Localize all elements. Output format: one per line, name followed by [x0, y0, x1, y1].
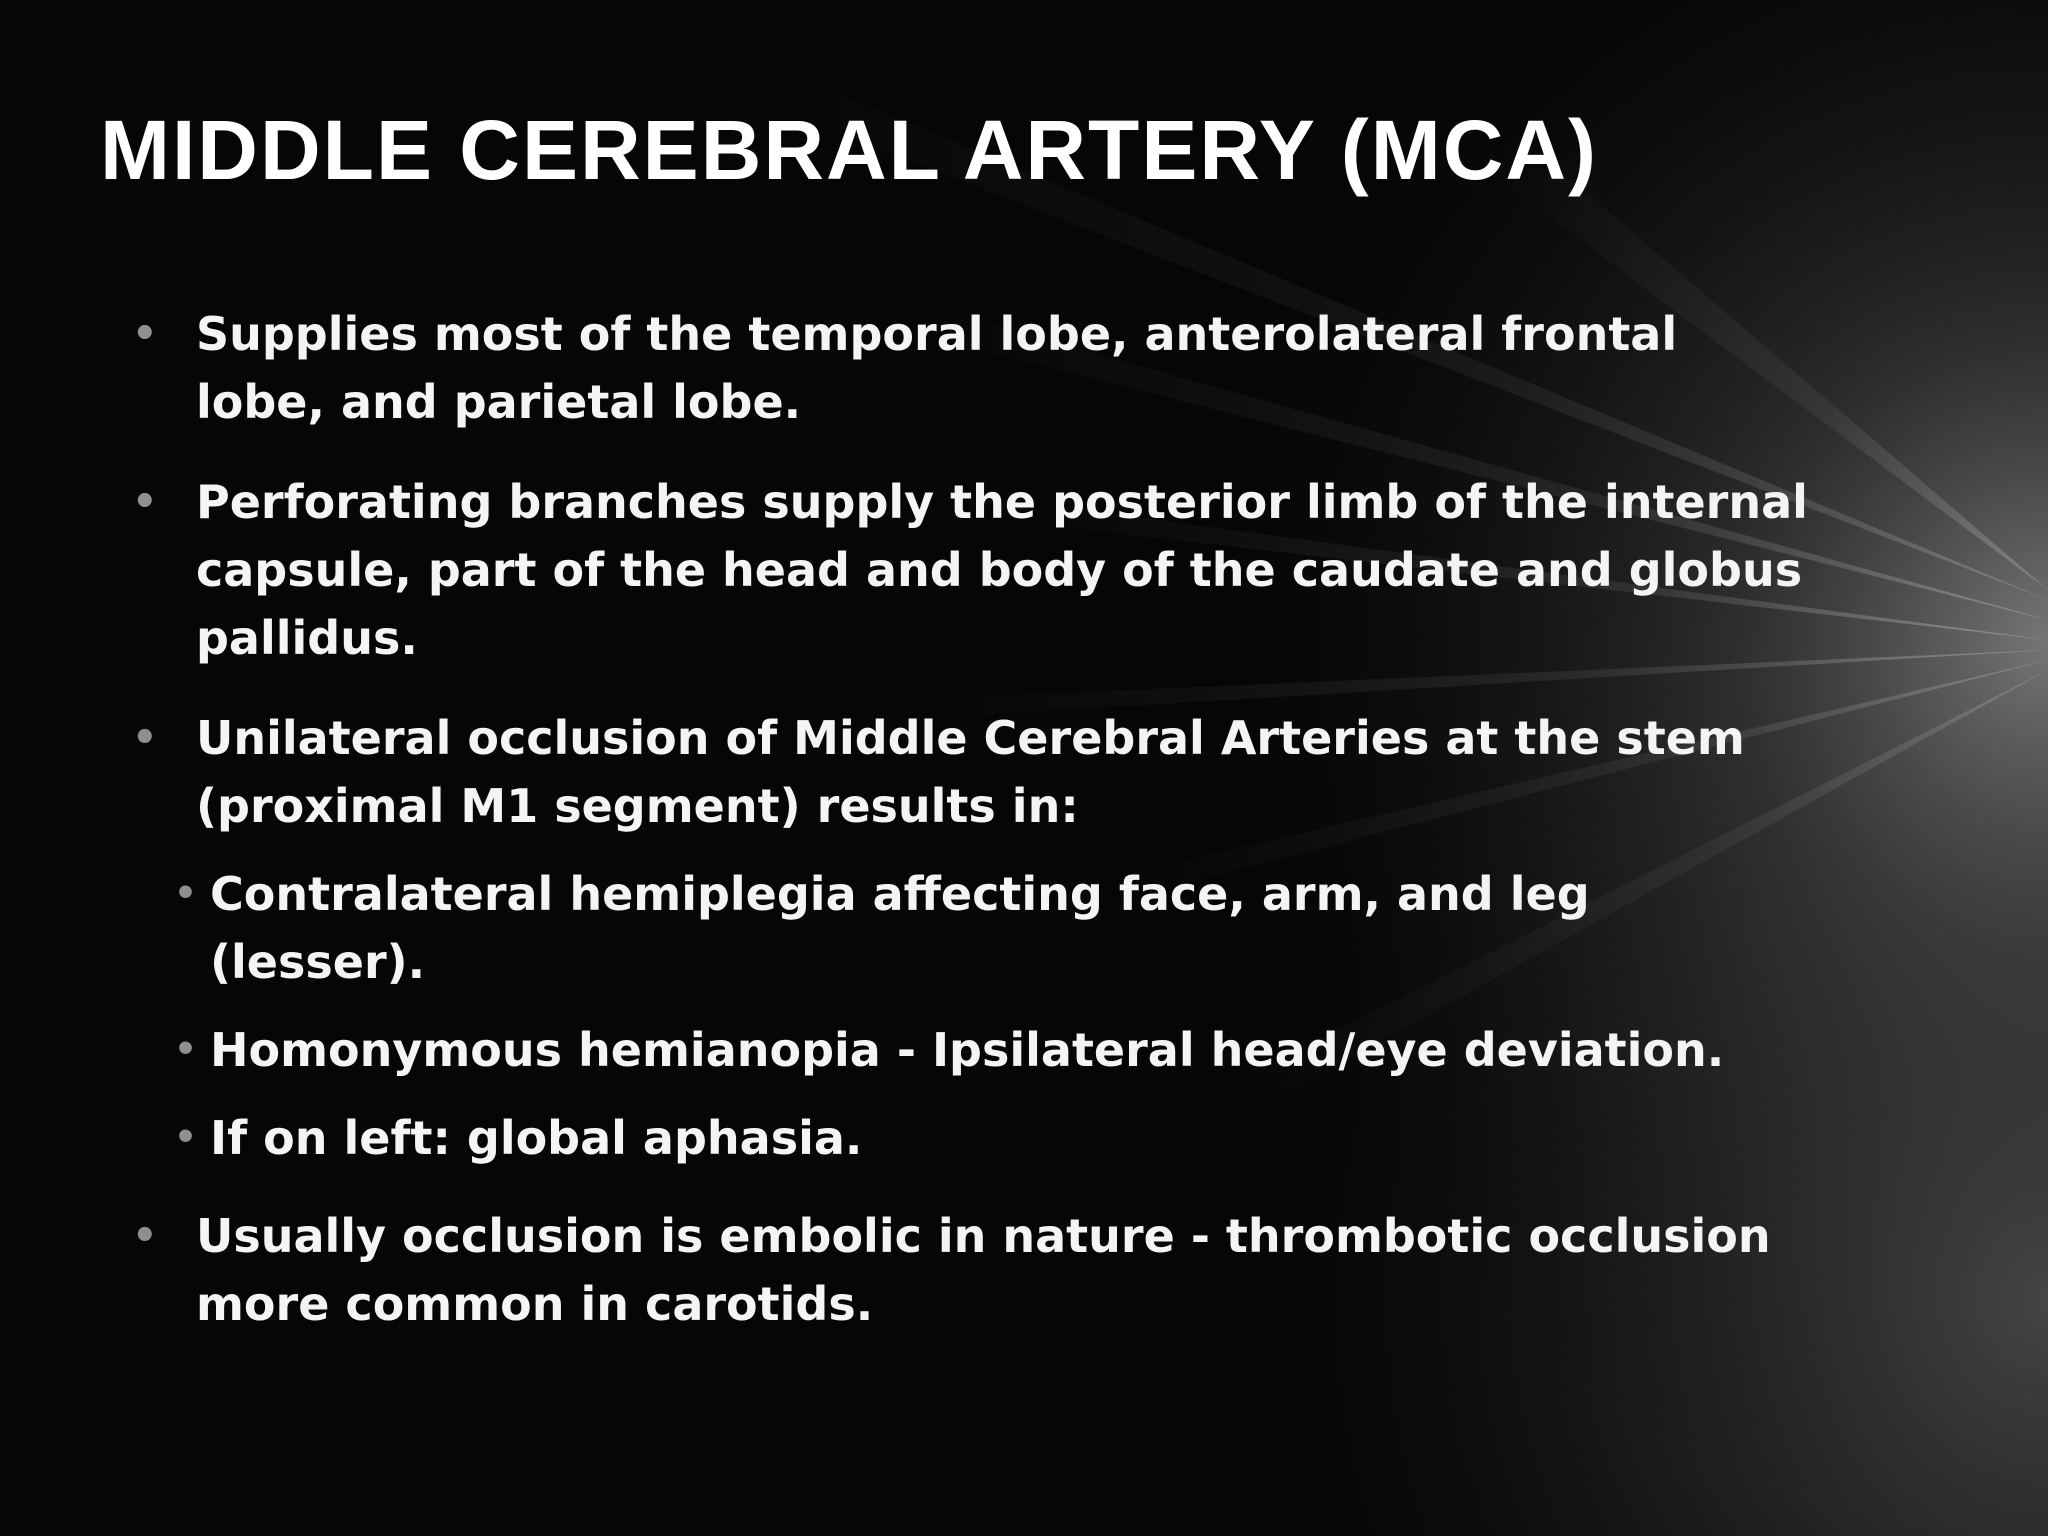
sub-bullet-text: Homonymous hemianopia - Ipsilateral head/eye deviation.	[210, 1023, 1725, 1077]
bullet-item	[130, 468, 1810, 672]
sub-bullet-item	[130, 1104, 1810, 1172]
sub-bullet-dot-icon: •	[174, 873, 198, 914]
bullet-text: Usually occlusion is embolic in nature - thrombotic occlusion more common in carotids.	[196, 1209, 1771, 1331]
sub-bullet-text: If on left: global aphasia.	[210, 1111, 863, 1165]
bullet-item	[130, 704, 1810, 840]
bullet-text: Perforating branches supply the posterior limb of the internal capsule, part of the head and body of the caudate and globus pallidus.	[196, 475, 1808, 665]
bullet-item	[130, 300, 1810, 436]
bullet-item	[130, 1202, 1810, 1338]
bullet-text: Unilateral occlusion of Middle Cerebral Arteries at the stem (proximal M1 segment) results in:	[196, 711, 1745, 833]
sub-bullet-item	[130, 860, 1810, 996]
bullet-dot-icon: •	[132, 479, 158, 525]
sub-bullet-list	[130, 860, 1810, 1172]
sub-bullet-text: Contralateral hemiplegia affecting face, arm, and leg (lesser).	[210, 867, 1590, 989]
bullet-dot-icon: •	[132, 1213, 158, 1259]
bullet-text: Supplies most of the temporal lobe, anterolateral frontal lobe, and parietal lobe.	[196, 307, 1678, 429]
slide-body	[130, 300, 1810, 1370]
sub-bullet-item	[130, 1016, 1810, 1084]
sub-bullet-dot-icon: •	[174, 1117, 198, 1158]
slide-title: MIDDLE CEREBRAL ARTERY (MCA)	[100, 103, 1598, 197]
sub-bullet-dot-icon: •	[174, 1029, 198, 1070]
bullet-dot-icon: •	[132, 715, 158, 761]
bullet-dot-icon: •	[132, 311, 158, 357]
